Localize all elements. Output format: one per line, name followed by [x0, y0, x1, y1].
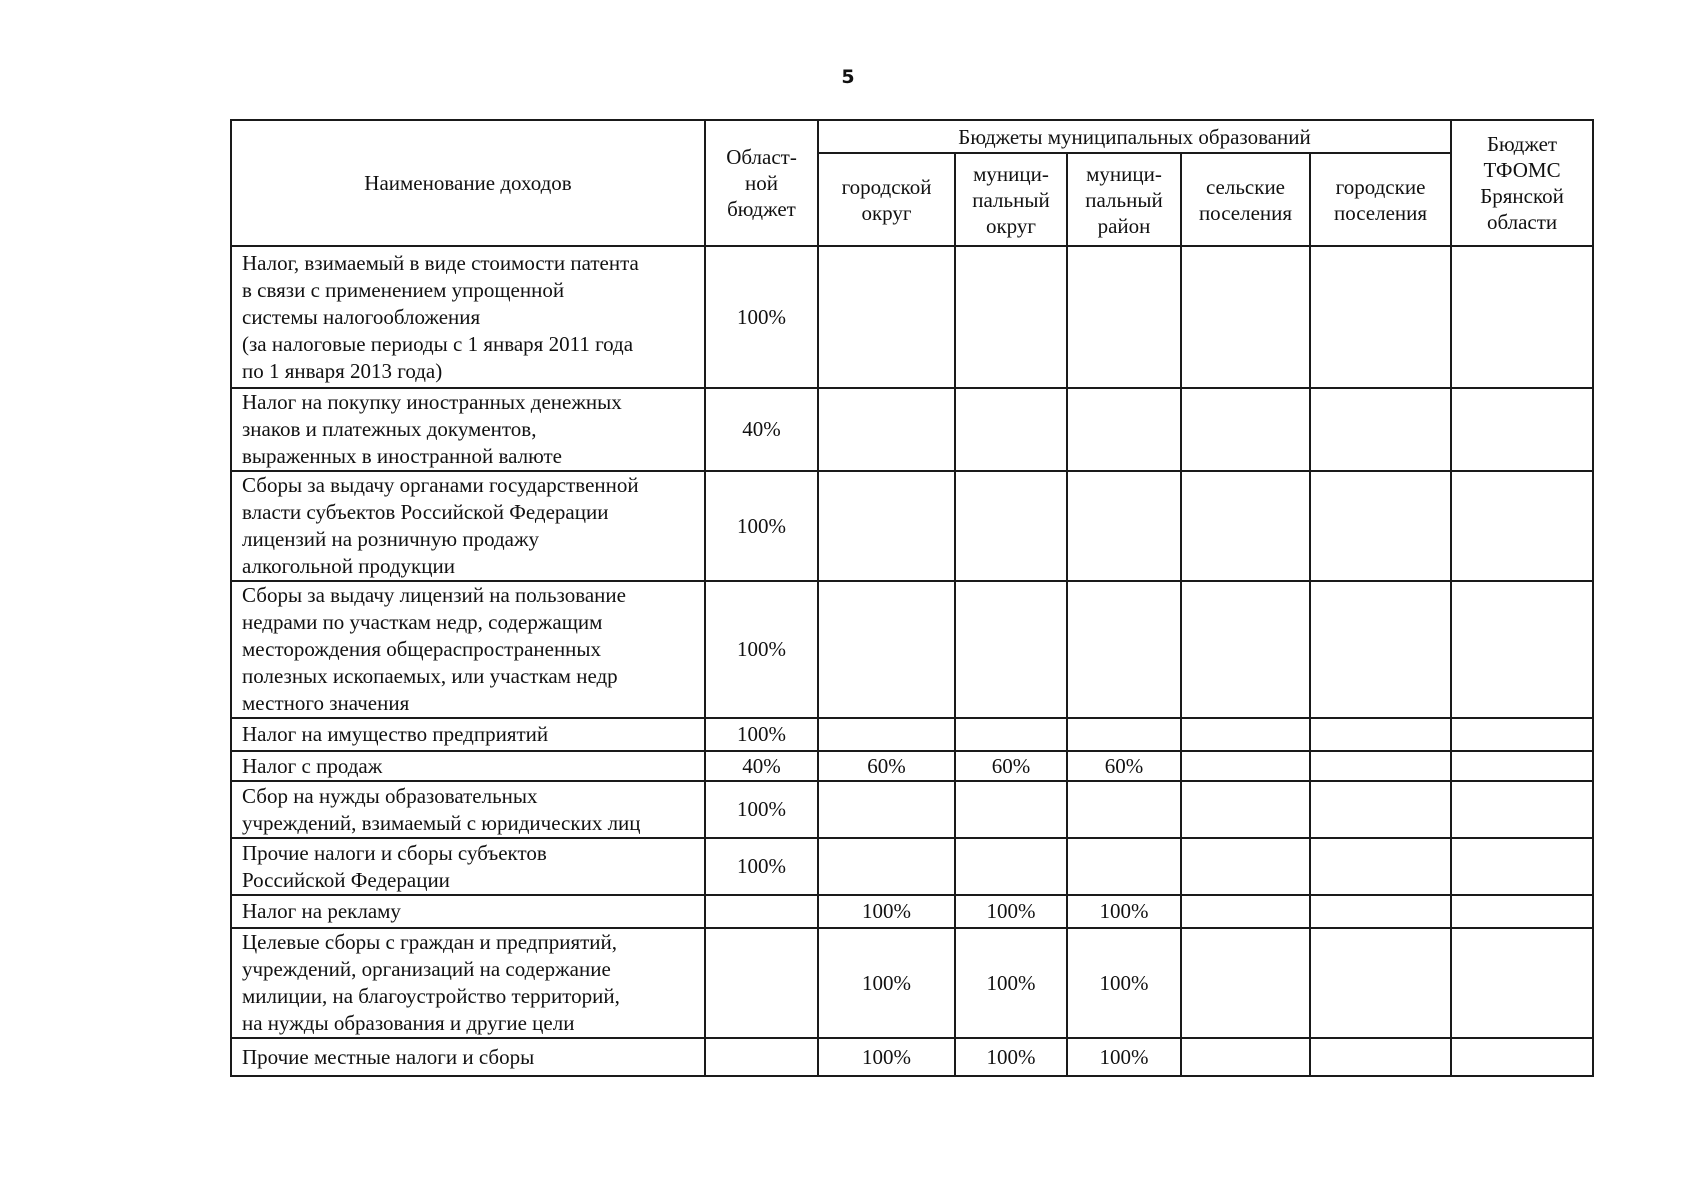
share-cell — [1181, 718, 1310, 751]
table-row — [231, 838, 1593, 895]
share-cell — [1451, 838, 1593, 895]
table-row — [231, 781, 1593, 838]
header-municipal-district: муници- пальный округ — [955, 153, 1067, 246]
revenue-distribution-table — [230, 119, 1594, 1077]
share-cell — [1451, 581, 1593, 718]
table-row — [231, 471, 1593, 581]
share-cell — [1181, 928, 1310, 1038]
header-tfoms-budget: Бюджет ТФОМС Брянской области — [1451, 120, 1593, 246]
share-cell: 100% — [1067, 1038, 1181, 1076]
share-cell — [1451, 751, 1593, 781]
share-cell: 100% — [955, 928, 1067, 1038]
share-cell — [1181, 246, 1310, 388]
share-cell — [1310, 581, 1451, 718]
share-cell — [1451, 246, 1593, 388]
share-cell: 100% — [705, 471, 818, 581]
header-municipal-budgets: Бюджеты муниципальных образований — [818, 120, 1451, 153]
share-cell: 100% — [1067, 928, 1181, 1038]
share-cell: 40% — [705, 388, 818, 471]
share-cell — [1067, 388, 1181, 471]
header-revenue-name: Наименование доходов — [231, 120, 705, 246]
share-cell — [1067, 838, 1181, 895]
share-cell — [1451, 718, 1593, 751]
revenue-name-cell: Сбор на нужды образовательных учреждений, взимаемый с юридических лиц — [231, 781, 705, 838]
share-cell — [1181, 895, 1310, 928]
share-cell — [1310, 388, 1451, 471]
header-regional-budget: Област- ной бюджет — [705, 120, 818, 246]
share-cell: 100% — [818, 928, 955, 1038]
share-cell — [955, 838, 1067, 895]
share-cell — [1181, 388, 1310, 471]
share-cell — [1181, 1038, 1310, 1076]
share-cell — [818, 246, 955, 388]
table-row — [231, 388, 1593, 471]
share-cell — [1451, 781, 1593, 838]
table-row — [231, 751, 1593, 781]
header-rural-settlements: сельские поселения — [1181, 153, 1310, 246]
share-cell — [705, 928, 818, 1038]
share-cell — [818, 388, 955, 471]
header-city-district: городской округ — [818, 153, 955, 246]
revenue-name-cell: Налог на рекламу — [231, 895, 705, 928]
header-municipal-raion: муници- пальный район — [1067, 153, 1181, 246]
share-cell — [1310, 751, 1451, 781]
revenue-name-cell: Налог на имущество предприятий — [231, 718, 705, 751]
share-cell: 100% — [1067, 895, 1181, 928]
header-urban-settlements: городские поселения — [1310, 153, 1451, 246]
share-cell — [705, 895, 818, 928]
share-cell: 100% — [705, 838, 818, 895]
table-body — [231, 246, 1593, 1076]
table-row — [231, 246, 1593, 388]
revenue-name-cell: Сборы за выдачу лицензий на пользование недрами по участкам недр, содержащим месторождения общераспространенных полезных ископаемых, или участкам недр местного значения — [231, 581, 705, 718]
share-cell — [1181, 581, 1310, 718]
share-cell — [1067, 471, 1181, 581]
share-cell — [1181, 751, 1310, 781]
share-cell — [1181, 781, 1310, 838]
share-cell — [705, 1038, 818, 1076]
share-cell — [1451, 388, 1593, 471]
share-cell: 100% — [818, 1038, 955, 1076]
share-cell — [1181, 838, 1310, 895]
share-cell — [1451, 928, 1593, 1038]
share-cell: 100% — [955, 1038, 1067, 1076]
table-row — [231, 895, 1593, 928]
share-cell — [1310, 781, 1451, 838]
share-cell — [1067, 246, 1181, 388]
share-cell — [955, 581, 1067, 718]
share-cell — [1310, 928, 1451, 1038]
table-row — [231, 581, 1593, 718]
share-cell — [1310, 471, 1451, 581]
revenue-name-cell: Прочие местные налоги и сборы — [231, 1038, 705, 1076]
revenue-name-cell: Целевые сборы с граждан и предприятий, учреждений, организаций на содержание милиции, на благоустройство территорий, на нужды образования и другие цели — [231, 928, 705, 1038]
share-cell — [1067, 718, 1181, 751]
share-cell — [1310, 838, 1451, 895]
share-cell — [955, 471, 1067, 581]
share-cell: 60% — [818, 751, 955, 781]
share-cell: 100% — [818, 895, 955, 928]
table-row — [231, 1038, 1593, 1076]
share-cell — [1067, 581, 1181, 718]
share-cell — [1451, 471, 1593, 581]
revenue-name-cell: Налог с продаж — [231, 751, 705, 781]
revenue-name-cell: Налог, взимаемый в виде стоимости патента в связи с применением упрощенной системы налогообложения (за налоговые периоды с 1 января 2011 года по 1 января 2013 года) — [231, 246, 705, 388]
share-cell — [1067, 781, 1181, 838]
revenue-name-cell: Налог на покупку иностранных денежных знаков и платежных документов, выраженных в иностранной валюте — [231, 388, 705, 471]
share-cell — [955, 718, 1067, 751]
share-cell — [1451, 895, 1593, 928]
share-cell — [818, 718, 955, 751]
table-row — [231, 928, 1593, 1038]
share-cell — [955, 388, 1067, 471]
share-cell: 40% — [705, 751, 818, 781]
share-cell — [1310, 895, 1451, 928]
share-cell — [818, 581, 955, 718]
revenue-name-cell: Сборы за выдачу органами государственной власти субъектов Российской Федерации лицензий на розничную продажу алкогольной продукции — [231, 471, 705, 581]
share-cell — [955, 246, 1067, 388]
share-cell — [818, 781, 955, 838]
share-cell: 100% — [955, 895, 1067, 928]
table-row — [231, 718, 1593, 751]
page-number: 5 — [841, 66, 855, 88]
share-cell — [1451, 1038, 1593, 1076]
share-cell — [818, 838, 955, 895]
share-cell: 100% — [705, 718, 818, 751]
share-cell: 100% — [705, 781, 818, 838]
share-cell — [1310, 246, 1451, 388]
share-cell: 60% — [955, 751, 1067, 781]
share-cell — [1181, 471, 1310, 581]
share-cell: 60% — [1067, 751, 1181, 781]
share-cell — [1310, 718, 1451, 751]
share-cell: 100% — [705, 581, 818, 718]
share-cell — [1310, 1038, 1451, 1076]
revenue-name-cell: Прочие налоги и сборы субъектов Российской Федерации — [231, 838, 705, 895]
share-cell — [955, 781, 1067, 838]
share-cell: 100% — [705, 246, 818, 388]
share-cell — [818, 471, 955, 581]
